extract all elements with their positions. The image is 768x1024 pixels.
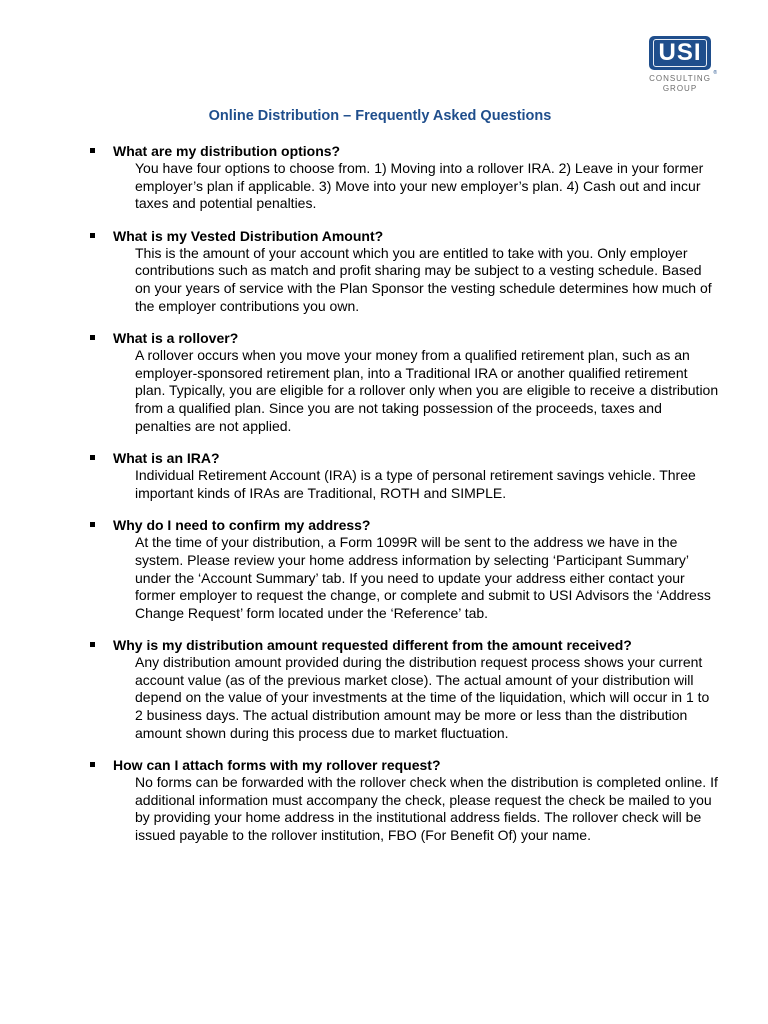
faq-question: What is an IRA?	[113, 450, 220, 467]
faq-item	[90, 227, 720, 315]
faq-question: What is a rollover?	[113, 330, 239, 347]
faq-answer: At the time of your distribution, a Form 1099R will be sent to the address we have in the system. Please review your home address information by selecting ‘Participant Summary’ under the ‘Account Summary’ tab. If you need to update your address either contact your former employer to request the change, or complete and submit to USI Advisors the ‘Address Change Request’ form located under the ‘Reference’ tab.	[135, 534, 711, 621]
faq-answer: Any distribution amount provided during the distribution request process shows your current account value (as of the previous market close). The actual amount of your distribution will depend on the value of your investments at the time of the liquidation, which will occur in 1 to 2 business days. The actual distribution amount may be more or less than the distribution amount shown during this process due to market fluctuation.	[135, 654, 710, 741]
faq-answer: You have four options to choose from. 1) Moving into a rollover IRA. 2) Leave in your former employer’s plan if applicable. 3) Move into your new employer’s plan. 4) Cash out and incur taxes and potential penalties.	[135, 160, 704, 212]
bullet-icon	[90, 762, 95, 767]
faq-item	[90, 329, 720, 435]
faq-question: Why do I need to confirm my address?	[113, 517, 371, 534]
faq-item	[90, 516, 720, 622]
faq-answer: No forms can be forwarded with the rollover check when the distribution is completed online. If additional information must accompany the check, please request the check be mailed to you by providing your home address in the institutional address fields. The rollover check will be issued payable to the rollover institution, FBO (For Benefit Of) your name.	[135, 774, 718, 844]
logo-subtitle-line1: CONSULTING	[649, 74, 711, 83]
bullet-icon	[90, 335, 95, 340]
faq-answer: A rollover occurs when you move your money from a qualified retirement plan, such as an employer-sponsored retirement plan, into a Traditional IRA or another qualified retirement plan. Typically, you are eligible for a rollover only when you are eligible to receive a distribution from a qualified plan. Since you are not taking possession of the proceeds, taxes and penalties are not applied.	[135, 347, 719, 434]
faq-item	[90, 756, 720, 844]
bullet-icon	[90, 148, 95, 153]
bullet-icon	[90, 522, 95, 527]
faq-question: What is my Vested Distribution Amount?	[113, 227, 384, 244]
company-logo	[640, 36, 720, 94]
logo-registered-mark: ®	[713, 70, 717, 76]
page-title: Online Distribution – Frequently Asked Questions	[208, 108, 552, 124]
logo-subtitle	[640, 74, 720, 94]
faq-question: Why is my distribution amount requested different from the amount received?	[113, 637, 632, 654]
faq-answer: Individual Retirement Account (IRA) is a type of personal retirement savings vehicle. Three important kinds of IRAs are Traditional, ROTH and SIMPLE.	[135, 467, 696, 501]
faq-answer: This is the amount of your account which you are entitled to take with you. Only employer contributions such as match and profit sharing may be subject to a vesting schedule. Based on your years of service with the Plan Sponsor the vesting schedule determines how much of the employer contributions you own.	[135, 244, 712, 314]
faq-question: What are my distribution options?	[113, 143, 341, 159]
faq-item	[90, 142, 720, 213]
bullet-icon	[90, 233, 95, 238]
logo-mark	[649, 36, 711, 70]
logo-subtitle-line2: GROUP	[662, 84, 698, 93]
faq-item	[90, 449, 720, 502]
faq-list	[90, 142, 720, 859]
faq-question: How can I attach forms with my rollover request?	[113, 757, 441, 774]
faq-item	[90, 636, 720, 742]
bullet-icon	[90, 642, 95, 647]
bullet-icon	[90, 455, 95, 460]
logo-mark-text: USI	[658, 39, 702, 66]
